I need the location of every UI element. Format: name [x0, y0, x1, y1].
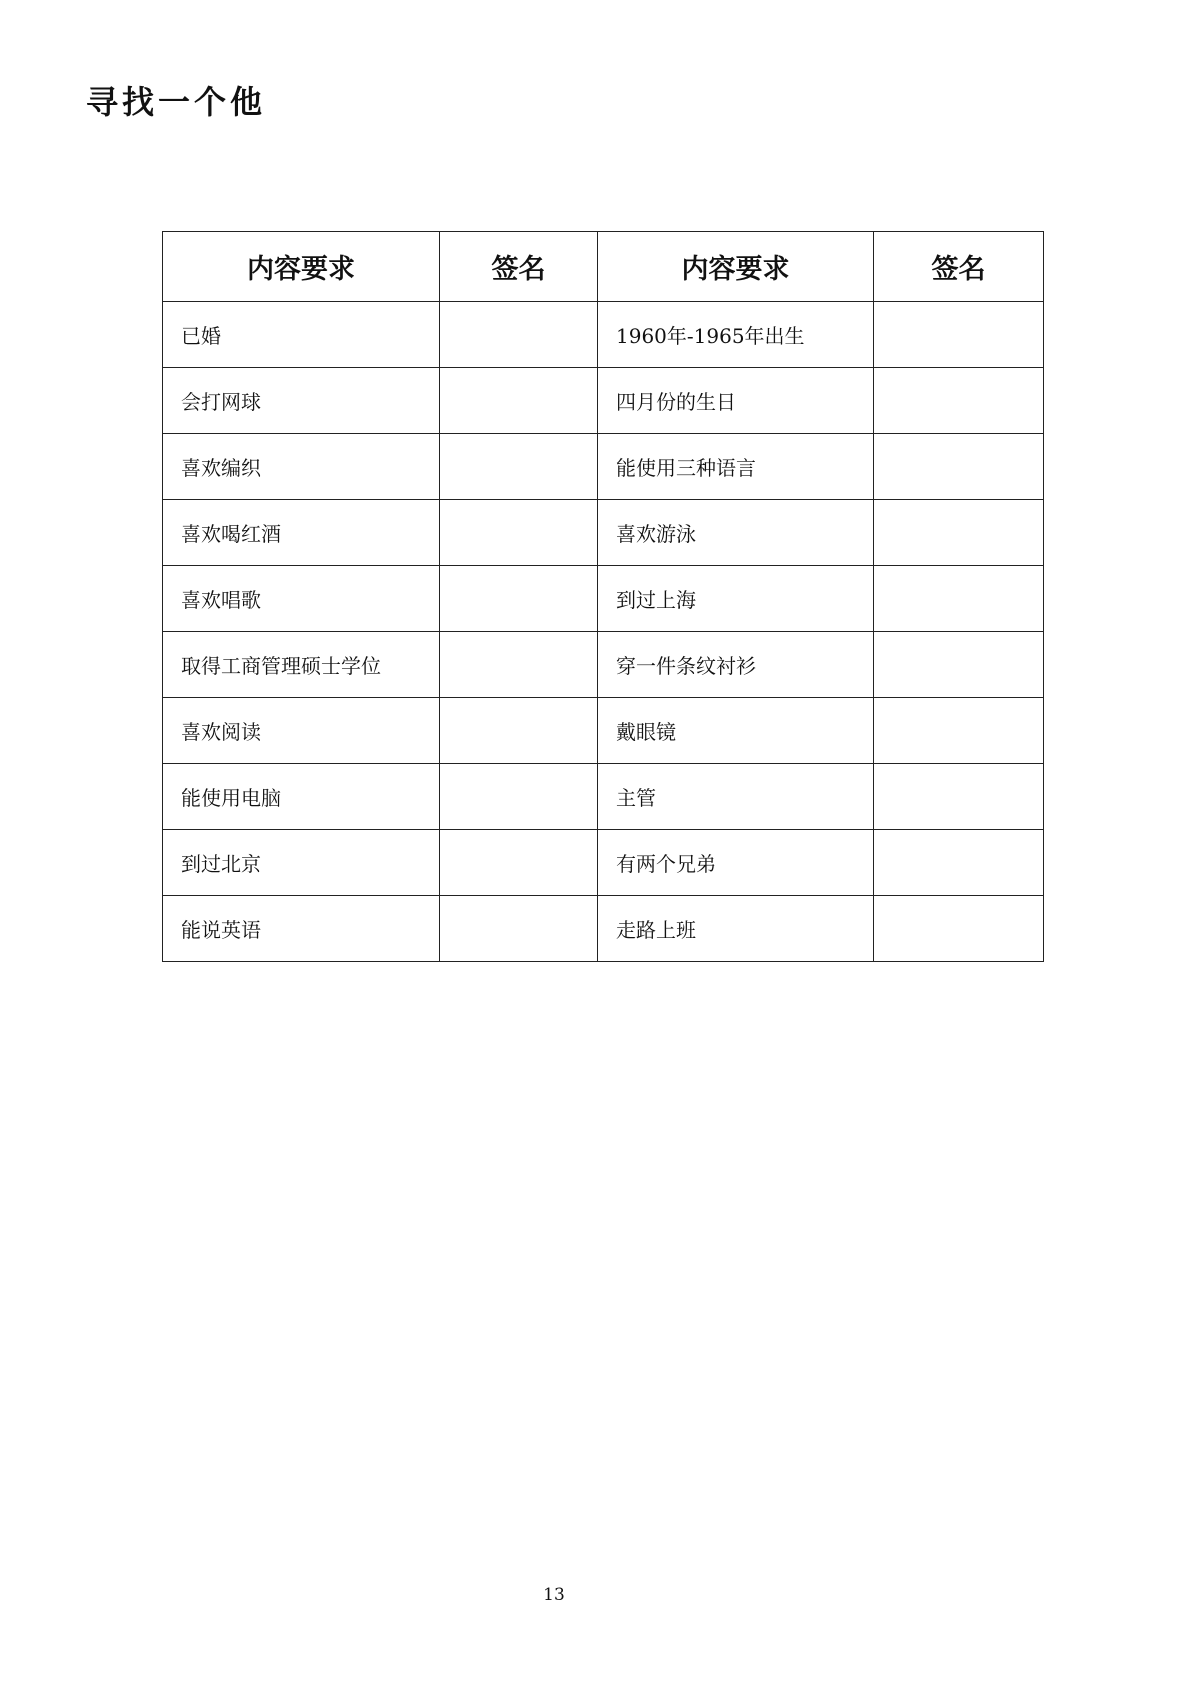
signature-cell[interactable]: [440, 302, 598, 368]
requirement-cell: 1960年-1965年出生: [598, 302, 874, 368]
signature-cell[interactable]: [440, 632, 598, 698]
requirement-cell: 已婚: [163, 302, 440, 368]
requirement-cell: 能说英语: [163, 896, 440, 962]
page-number: 13: [543, 1585, 565, 1605]
requirement-cell: 有两个兄弟: [598, 830, 874, 896]
table-row: [163, 896, 1044, 962]
header-content-requirement: 内容要求: [163, 232, 440, 302]
requirement-cell: 戴眼镜: [598, 698, 874, 764]
requirement-cell: 喜欢唱歌: [163, 566, 440, 632]
requirement-cell: 能使用电脑: [163, 764, 440, 830]
signature-cell[interactable]: [440, 896, 598, 962]
requirement-cell: 穿一件条纹衬衫: [598, 632, 874, 698]
requirement-cell: 喜欢游泳: [598, 500, 874, 566]
signature-cell[interactable]: [440, 500, 598, 566]
requirement-cell: 能使用三种语言: [598, 434, 874, 500]
table-row: [163, 368, 1044, 434]
table-row: [163, 500, 1044, 566]
signature-cell[interactable]: [874, 632, 1044, 698]
signature-cell[interactable]: [440, 764, 598, 830]
header-content-requirement: 内容要求: [598, 232, 874, 302]
table-row: [163, 698, 1044, 764]
requirement-cell: 走路上班: [598, 896, 874, 962]
table-row: [163, 302, 1044, 368]
signature-cell[interactable]: [874, 368, 1044, 434]
signature-cell[interactable]: [874, 566, 1044, 632]
requirement-cell: 取得工商管理硕士学位: [163, 632, 440, 698]
table-row: [163, 434, 1044, 500]
table-row: [163, 566, 1044, 632]
signature-cell[interactable]: [874, 896, 1044, 962]
signature-table: [162, 231, 1044, 962]
signature-cell[interactable]: [874, 698, 1044, 764]
signature-cell[interactable]: [440, 830, 598, 896]
table-row: [163, 830, 1044, 896]
requirement-cell: 喜欢阅读: [163, 698, 440, 764]
requirement-cell: 主管: [598, 764, 874, 830]
requirement-cell: 四月份的生日: [598, 368, 874, 434]
header-signature: 签名: [440, 232, 598, 302]
table-header-row: [163, 232, 1044, 302]
requirement-cell: 到过上海: [598, 566, 874, 632]
header-signature: 签名: [874, 232, 1044, 302]
signature-cell[interactable]: [874, 434, 1044, 500]
signature-cell[interactable]: [440, 698, 598, 764]
requirement-cell: 喜欢编织: [163, 434, 440, 500]
requirement-cell: 喜欢喝红酒: [163, 500, 440, 566]
signature-cell[interactable]: [440, 566, 598, 632]
page-title: 寻找一个他: [86, 83, 267, 121]
signature-cell[interactable]: [874, 500, 1044, 566]
table-row: [163, 764, 1044, 830]
requirement-cell: 到过北京: [163, 830, 440, 896]
signature-cell[interactable]: [440, 368, 598, 434]
table-row: [163, 632, 1044, 698]
signature-cell[interactable]: [874, 302, 1044, 368]
requirement-cell: 会打网球: [163, 368, 440, 434]
signature-cell[interactable]: [874, 764, 1044, 830]
signature-cell[interactable]: [874, 830, 1044, 896]
signature-cell[interactable]: [440, 434, 598, 500]
